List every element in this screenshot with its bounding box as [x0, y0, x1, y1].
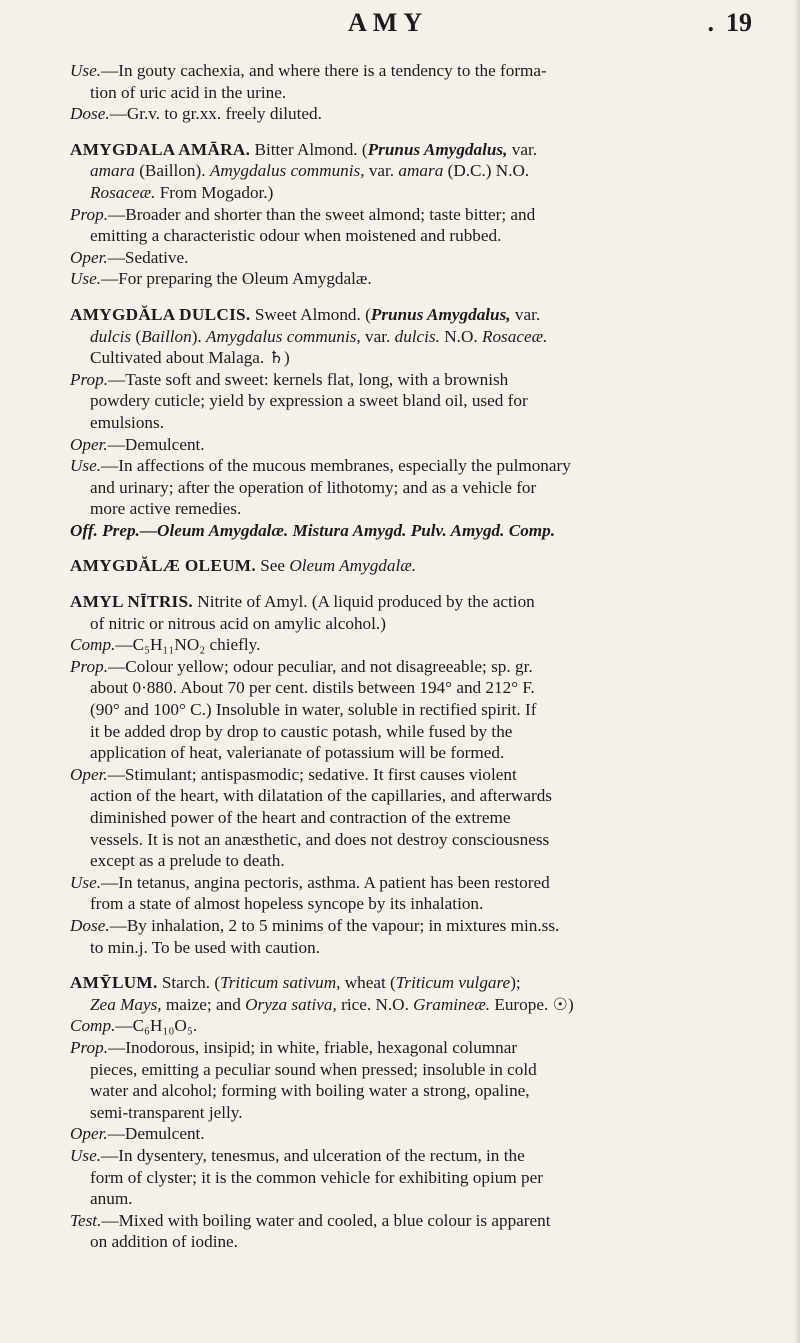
text-line: it be added drop by drop to caustic potash, while fused by the — [90, 721, 513, 741]
entry-amylum — [70, 972, 768, 1253]
entry-amygdala-amara — [70, 139, 768, 290]
text-line: action of the heart, with dilatation of the capillaries, and afterwards — [90, 786, 552, 806]
entry-headword: AMYL NĪTRIS. — [70, 592, 193, 612]
text-line: Use.—In tetanus, angina pectoris, asthma. A patient has been restored — [70, 872, 550, 892]
text-line: on addition of iodine. — [90, 1232, 238, 1252]
text-line: pieces, emitting a peculiar sound when pressed; insoluble in cold — [90, 1059, 537, 1079]
entry-headword: AMYGDALA AMĀRA. — [70, 139, 251, 159]
entry-headword: AMYGDĂLA DULCIS. — [70, 304, 251, 324]
text-line: Zea Mays, maize; and Oryza sativa, rice. N.O. Gramineæ. Europe. ☉) — [90, 994, 574, 1014]
text-line: Test.—Mixed with boiling water and cooled, a blue colour is apparent — [70, 1210, 551, 1230]
dictionary-body — [70, 60, 768, 1253]
text-line: except as a prelude to death. — [90, 851, 285, 871]
text-line: to min.j. To be used with caution. — [90, 937, 321, 957]
text-line: Oper.—Stimulant; antispasmodic; sedative. It first causes violent — [70, 764, 517, 784]
entry-headword: AMYGDĂLÆ OLEUM. — [70, 556, 256, 576]
text-line: emitting a characteristic odour when moistened and rubbed. — [90, 226, 502, 246]
entry-continuation — [70, 60, 768, 125]
text-line: Oper.—Demulcent. — [70, 1124, 205, 1144]
text-line: from a state of almost hopeless syncope by its inhalation. — [90, 894, 484, 914]
text-line: Dose.—By inhalation, 2 to 5 minims of the vapour; in mixtures min.ss. — [70, 915, 560, 935]
text-line: application of heat, valerianate of potassium will be formed. — [90, 743, 505, 763]
text-line: Oper.—Demulcent. — [70, 434, 205, 454]
text-line: amara (Baillon). Amygdalus communis, var. amara (D.C.) N.O. — [90, 161, 530, 181]
entry-headword: AMȲLUM. — [70, 973, 158, 993]
text-line: of nitric or nitrous acid on amylic alcohol.) — [90, 613, 386, 633]
text-line: Prop.—Taste soft and sweet: kernels flat, long, with a brownish — [70, 369, 509, 389]
running-head — [0, 4, 800, 44]
entry-amyl-nitris — [70, 591, 768, 958]
text-line: semi-transparent jelly. — [90, 1102, 243, 1122]
perennial-symbol: ♄ — [268, 348, 284, 368]
text-line: Dose.—Gr.v. to gr.xx. freely diluted. — [70, 104, 322, 124]
text-line: and urinary; after the operation of lithotomy; and as a vehicle for — [90, 477, 537, 497]
text-line: AMȲLUM. Starch. (Triticum sativum, wheat (Triticum vulgare); — [70, 973, 521, 993]
text-line: (90° and 100° C.) Insoluble in water, soluble in rectified spirit. If — [90, 700, 537, 720]
running-head-title: AMY — [348, 8, 429, 37]
text-line: emulsions. — [90, 412, 165, 432]
text-line: powdery cuticle; yield by expression a sweet bland oil, used for — [90, 391, 528, 411]
text-line: Prop.—Broader and shorter than the sweet almond; taste bitter; and — [70, 204, 536, 224]
text-line: Use.—In gouty cachexia, and where there is a tendency to the forma- — [70, 61, 547, 80]
text-line: more active remedies. — [90, 499, 242, 519]
page-spine-shadow — [794, 0, 800, 1343]
text-line: AMYGDALA AMĀRA. Bitter Almond. (Prunus Amygdalus, var. — [70, 139, 538, 159]
text-line: dulcis (Baillon). Amygdalus communis, var. dulcis. N.O. Rosaceæ. — [90, 326, 548, 346]
text-line: Use.—In affections of the mucous membranes, especially the pulmonary — [70, 456, 571, 476]
text-line: Prop.—Inodorous, insipid; in white, friable, hexagonal columnar — [70, 1037, 518, 1057]
text-line: Comp.—C₆H₁₀O₅. — [70, 1016, 198, 1036]
text-line: Oper.—Sedative. — [70, 247, 189, 267]
page-number: . 19 — [707, 8, 752, 37]
text-line: Rosaceæ. From Mogador.) — [90, 182, 274, 202]
text-line: AMYL NĪTRIS. Nitrite of Amyl. (A liquid produced by the action — [70, 592, 535, 612]
text-line: Use.—In dysentery, tenesmus, and ulceration of the rectum, in the — [70, 1145, 525, 1165]
text-line: Prop.—Colour yellow; odour peculiar, and not disagreeable; sp. gr. — [70, 656, 533, 676]
text-line: Comp.—C₅H₁₁NO₂ chiefly. — [70, 635, 261, 655]
text-line: tion of uric acid in the urine. — [90, 82, 287, 102]
text-line: diminished power of the heart and contraction of the extreme — [90, 808, 511, 827]
text-line: AMYGDĂLA DULCIS. Sweet Almond. (Prunus Amygdalus, var. — [70, 304, 541, 324]
text-line: Use.—For preparing the Oleum Amygdalæ. — [70, 269, 372, 289]
text-line: Off. Prep.—Oleum Amygdalæ. Mistura Amygd. Pulv. Amygd. Comp. — [70, 520, 556, 540]
text-line: water and alcohol; forming with boiling water a strong, opaline, — [90, 1081, 530, 1101]
entry-amygdalae-oleum — [70, 555, 768, 577]
entry-amygdala-dulcis — [70, 304, 768, 542]
text-line: Cultivated about Malaga. ♄) — [90, 348, 290, 368]
text-line: about 0·880. About 70 per cent. distils between 194° and 212° F. — [90, 678, 535, 698]
text-line: vessels. It is not an anæsthetic, and does not destroy consciousness — [90, 829, 550, 849]
text-line: AMYGDĂLÆ OLEUM. See Oleum Amygdalæ. — [70, 556, 417, 576]
text-line: form of clyster; it is the common vehicle for exhibiting opium per — [90, 1167, 543, 1187]
text-line: anum. — [90, 1189, 133, 1209]
